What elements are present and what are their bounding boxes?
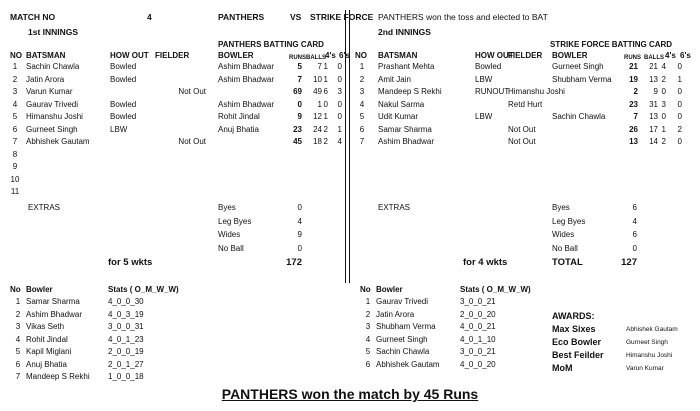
wickets: for 5 wkts <box>108 257 153 268</box>
sixes: 0 <box>337 99 342 109</box>
row-no: 3 <box>359 87 365 96</box>
row-no: 5 <box>12 112 18 121</box>
bowling-stats: 2_0_0_20 <box>460 309 496 319</box>
bowling-bowler: Rohit Jindal <box>26 334 68 344</box>
extras-item-value: 4 <box>297 216 302 226</box>
runs: 45 <box>293 137 302 146</box>
batsman-name: Mandeep S Rekhi <box>378 87 442 96</box>
total-label: TOTAL <box>552 257 583 268</box>
bowling-stats: 4_0_0_20 <box>460 359 496 369</box>
col-fours: 4's <box>325 51 336 60</box>
team2-name: STRIKE FORCE <box>310 12 374 22</box>
balls: 18 <box>313 137 322 146</box>
bowling-no: 1 <box>15 297 21 306</box>
bowling-bowler: Samar Sharma <box>26 297 80 306</box>
sixes: 1 <box>677 74 682 84</box>
runs: 2 <box>633 87 638 96</box>
award-label: Eco Bowler <box>552 337 602 347</box>
bowling-bowler: Ashim Bhadwar <box>26 309 83 319</box>
row-no: 9 <box>12 162 18 171</box>
extras-item-label: No Ball <box>552 243 578 253</box>
batsman-name: Sachin Chawla <box>26 62 80 71</box>
balls: 21 <box>649 62 658 71</box>
batsman-name: Jatin Arora <box>26 74 65 84</box>
bowler-name: Ashim Bhadwar <box>218 74 275 84</box>
total-runs: 127 <box>621 257 637 268</box>
extras-item-value: 6 <box>632 203 637 212</box>
row-no: 4 <box>359 99 365 109</box>
sixes: 0 <box>677 99 682 109</box>
row-no: 1 <box>12 62 18 71</box>
balls: 24 <box>313 124 322 134</box>
extras-item-value: 4 <box>632 216 637 226</box>
balls: 49 <box>313 87 322 96</box>
row-no: 11 <box>10 187 20 196</box>
sixes: 0 <box>337 74 342 84</box>
bowler-name: Anuj Bhatia <box>218 124 259 134</box>
award-winner: Himanshu Joshi <box>626 352 673 359</box>
batsman-name: Udit Kumar <box>378 112 419 121</box>
row-no: 2 <box>12 74 18 84</box>
row-no: 4 <box>12 99 18 109</box>
col-fielder: FIELDER <box>155 51 190 60</box>
col-how-out: HOW OUT <box>475 51 514 60</box>
vs-label: VS <box>290 12 302 22</box>
bowling-stats: 4_0_1_23 <box>108 334 144 344</box>
fours: 2 <box>323 124 328 134</box>
sixes: 3 <box>337 87 342 96</box>
bowling-col-bowler: Bowler <box>26 285 53 294</box>
extras-item-value: 6 <box>632 230 637 239</box>
fours: 2 <box>661 137 666 146</box>
how-out: Bowled <box>110 99 137 109</box>
match-result: PANTHERS won the match by 45 Runs <box>221 386 479 402</box>
bowling-stats: 2_0_0_19 <box>108 347 144 356</box>
innings2-title: 2nd INNINGS <box>378 27 431 37</box>
col-no: NO <box>355 51 367 60</box>
bowling-no: 5 <box>365 347 371 356</box>
innings1-title: 1st INNINGS <box>28 27 79 37</box>
bowling-stats: 3_0_0_21 <box>460 347 496 356</box>
sixes: 0 <box>677 62 682 71</box>
sixes: 1 <box>337 124 342 134</box>
bowler-name: Shubham Verma <box>552 74 612 84</box>
extras-item-label: Leg Byes <box>552 216 586 226</box>
bowler-name: Ashim Bhadwar <box>218 62 275 71</box>
how-out: Bowled <box>475 62 502 71</box>
how-out: LBW <box>110 124 128 134</box>
match-no-label: MATCH NO <box>10 12 56 22</box>
row-no: 1 <box>359 62 365 71</box>
awards-title: AWARDS: <box>552 311 595 321</box>
extras-item-value: 0 <box>297 243 302 253</box>
fours: 3 <box>661 99 666 109</box>
runs: 19 <box>629 74 638 84</box>
fielder-name: Not Out <box>178 137 206 146</box>
runs: 7 <box>297 74 302 84</box>
extras-item-label: No Ball <box>218 243 244 253</box>
balls: 13 <box>649 112 658 121</box>
total-runs: 172 <box>286 257 302 268</box>
fours: 1 <box>323 112 328 121</box>
col-batsman: BATSMAN <box>26 51 66 60</box>
balls: 12 <box>313 112 322 121</box>
batting-card-title: STRIKE FORCE BATTING CARD <box>550 40 673 49</box>
bowling-no: 3 <box>365 322 371 331</box>
runs: 0 <box>297 99 302 109</box>
col-sixes: 6's <box>339 51 350 60</box>
fours: 4 <box>661 62 666 71</box>
bowling-bowler: Gaurav Trivedi <box>376 297 429 306</box>
extras-item-label: Leg Byes <box>218 216 252 226</box>
sixes: 2 <box>677 124 682 134</box>
award-winner: Abhishek Gautam <box>626 326 678 333</box>
fours: 1 <box>323 62 328 71</box>
bowling-bowler: Mandeep S Rekhi <box>26 372 90 381</box>
balls: 9 <box>653 87 658 96</box>
fours: 2 <box>661 74 666 84</box>
bowling-no: 2 <box>365 309 371 319</box>
bowling-no: 6 <box>365 359 371 369</box>
bowling-stats: 2_0_1_27 <box>108 359 144 369</box>
balls: 31 <box>649 99 658 109</box>
bowling-stats: 4_0_0_30 <box>108 297 144 306</box>
runs: 23 <box>629 99 638 109</box>
bowling-stats: 3_0_0_31 <box>108 322 144 331</box>
fours: 6 <box>323 87 328 96</box>
col-no: NO <box>10 51 22 60</box>
runs: 13 <box>629 137 638 146</box>
fours: 1 <box>323 74 328 84</box>
award-label: MoM <box>552 363 573 373</box>
bowling-col-no: No <box>10 285 21 294</box>
bowling-bowler: Gurneet Singh <box>376 334 428 344</box>
runs: 26 <box>629 124 638 134</box>
bowling-no: 4 <box>15 334 21 344</box>
award-label: Max Sixes <box>552 324 596 334</box>
runs: 7 <box>633 112 638 121</box>
match-no: 4 <box>147 12 152 22</box>
col-fielder: FIELDER <box>508 51 543 60</box>
bowler-name: Ashim Bhadwar <box>218 99 275 109</box>
bowler-name: Gurneet Singh <box>552 62 604 71</box>
balls: 1 <box>317 99 322 109</box>
runs: 23 <box>293 124 302 134</box>
balls: 7 <box>317 62 322 71</box>
extras-item-value: 0 <box>297 203 302 212</box>
batting-card-title: PANTHERS BATTING CARD <box>218 40 324 49</box>
bowling-bowler: Sachin Chawla <box>376 347 430 356</box>
fielder-name: Not Out <box>508 124 536 134</box>
balls: 13 <box>649 74 658 84</box>
col-fours: 4's <box>665 51 676 60</box>
bowling-bowler: Anuj Bhatia <box>26 359 67 369</box>
how-out: Bowled <box>110 74 137 84</box>
runs: 69 <box>293 87 302 96</box>
batsman-name: Himanshu Joshi <box>26 112 83 121</box>
sixes: 0 <box>337 62 342 71</box>
col-balls: BALLS <box>306 55 326 61</box>
col-balls: BALLS <box>644 55 664 61</box>
extras-item-label: Wides <box>552 230 575 239</box>
bowling-no: 7 <box>15 372 21 381</box>
batsman-name: Ashim Bhadwar <box>378 137 435 146</box>
fours: 0 <box>661 87 666 96</box>
how-out: Bowled <box>110 112 137 121</box>
fours: 0 <box>323 99 328 109</box>
wickets: for 4 wkts <box>463 257 508 268</box>
sixes: 4 <box>337 137 342 146</box>
fielder-name: Retd Hurt <box>508 99 543 109</box>
sixes: 0 <box>677 87 682 96</box>
runs: 5 <box>297 62 302 71</box>
bowling-col-stats: Stats ( O_M_W_W) <box>460 285 531 294</box>
bowling-no: 2 <box>15 309 21 319</box>
col-how-out: HOW OUT <box>110 51 149 60</box>
bowling-bowler: Shubham Verma <box>376 322 436 331</box>
fielder-name: Not Out <box>178 87 206 96</box>
bowler-name: Rohit Jindal <box>218 112 260 121</box>
batsman-name: Amit Jain <box>378 74 411 84</box>
fours: 2 <box>323 137 328 146</box>
row-no: 5 <box>359 112 365 121</box>
col-batsman: BATSMAN <box>378 51 418 60</box>
bowling-no: 1 <box>365 297 371 306</box>
how-out: RUNOUT <box>475 87 510 96</box>
fours: 1 <box>661 124 666 134</box>
row-no: 6 <box>359 124 365 134</box>
batsman-name: Samar Sharma <box>378 124 432 134</box>
how-out: Bowled <box>110 62 137 71</box>
batsman-name: Varun Kumar <box>26 87 73 96</box>
row-no: 2 <box>359 74 365 84</box>
fours: 0 <box>661 112 666 121</box>
bowling-stats: 4_0_3_19 <box>108 309 144 319</box>
fielder-name: Himanshu Joshi <box>508 87 565 96</box>
extras-item-label: Wides <box>218 230 241 239</box>
bowling-stats: 4_0_0_21 <box>460 322 496 331</box>
batsman-name: Gurneet Singh <box>26 124 78 134</box>
col-runs: RUNS <box>624 55 642 61</box>
row-no: 10 <box>10 174 20 184</box>
toss-result: PANTHERS won the toss and elected to BAT <box>378 12 548 22</box>
sixes: 0 <box>337 112 342 121</box>
row-no: 8 <box>12 149 18 159</box>
bowling-bowler: Vikas Seth <box>26 322 65 331</box>
batsman-name: Nakul Sarma <box>378 99 425 109</box>
bowling-col-bowler: Bowler <box>376 285 403 294</box>
how-out: LBW <box>475 112 493 121</box>
bowling-no: 4 <box>365 334 371 344</box>
bowling-bowler: Kapil Miglani <box>26 347 72 356</box>
row-no: 3 <box>12 87 18 96</box>
extras-item-label: Byes <box>552 203 570 212</box>
bowling-no: 5 <box>15 347 21 356</box>
award-winner: Varun Kumar <box>626 365 664 372</box>
batsman-name: Gaurav Trivedi <box>26 99 79 109</box>
extras-item-value: 9 <box>297 230 302 239</box>
bowling-stats: 1_0_0_18 <box>108 372 144 381</box>
col-sixes: 6's <box>680 51 691 60</box>
bowling-stats: 3_0_0_21 <box>460 297 496 306</box>
bowling-bowler: Abhishek Gautam <box>376 359 440 369</box>
bowling-col-no: No <box>360 285 371 294</box>
balls: 14 <box>649 137 658 146</box>
bowling-no: 6 <box>15 359 21 369</box>
team1-name: PANTHERS <box>218 12 265 22</box>
row-no: 7 <box>359 137 365 146</box>
col-runs: RUNS <box>289 55 307 61</box>
col-bowler: BOWLER <box>218 51 254 60</box>
col-bowler: BOWLER <box>552 51 588 60</box>
balls: 10 <box>313 74 322 84</box>
row-no: 6 <box>12 124 18 134</box>
balls: 17 <box>649 124 658 134</box>
fielder-name: Not Out <box>508 137 536 146</box>
sixes: 0 <box>677 137 682 146</box>
bowler-name: Sachin Chawla <box>552 112 606 121</box>
extras-item-label: Byes <box>218 203 236 212</box>
award-winner: Gurneet Singh <box>626 339 668 346</box>
row-no: 7 <box>12 137 18 146</box>
extras-label: EXTRAS <box>28 203 61 212</box>
runs: 21 <box>629 62 638 71</box>
extras-item-value: 0 <box>632 243 637 253</box>
runs: 9 <box>297 112 302 121</box>
award-label: Best Feilder <box>552 350 604 360</box>
sixes: 0 <box>677 112 682 121</box>
bowling-col-stats: Stats ( O_M_W_W) <box>108 285 179 294</box>
bowling-stats: 4_0_1_10 <box>460 334 496 344</box>
batsman-name: Prashant Mehta <box>378 62 435 71</box>
extras-label: EXTRAS <box>378 203 411 212</box>
bowling-no: 3 <box>15 322 21 331</box>
batsman-name: Abhishek Gautam <box>26 137 90 146</box>
bowling-bowler: Jatin Arora <box>376 309 415 319</box>
how-out: LBW <box>475 74 493 84</box>
